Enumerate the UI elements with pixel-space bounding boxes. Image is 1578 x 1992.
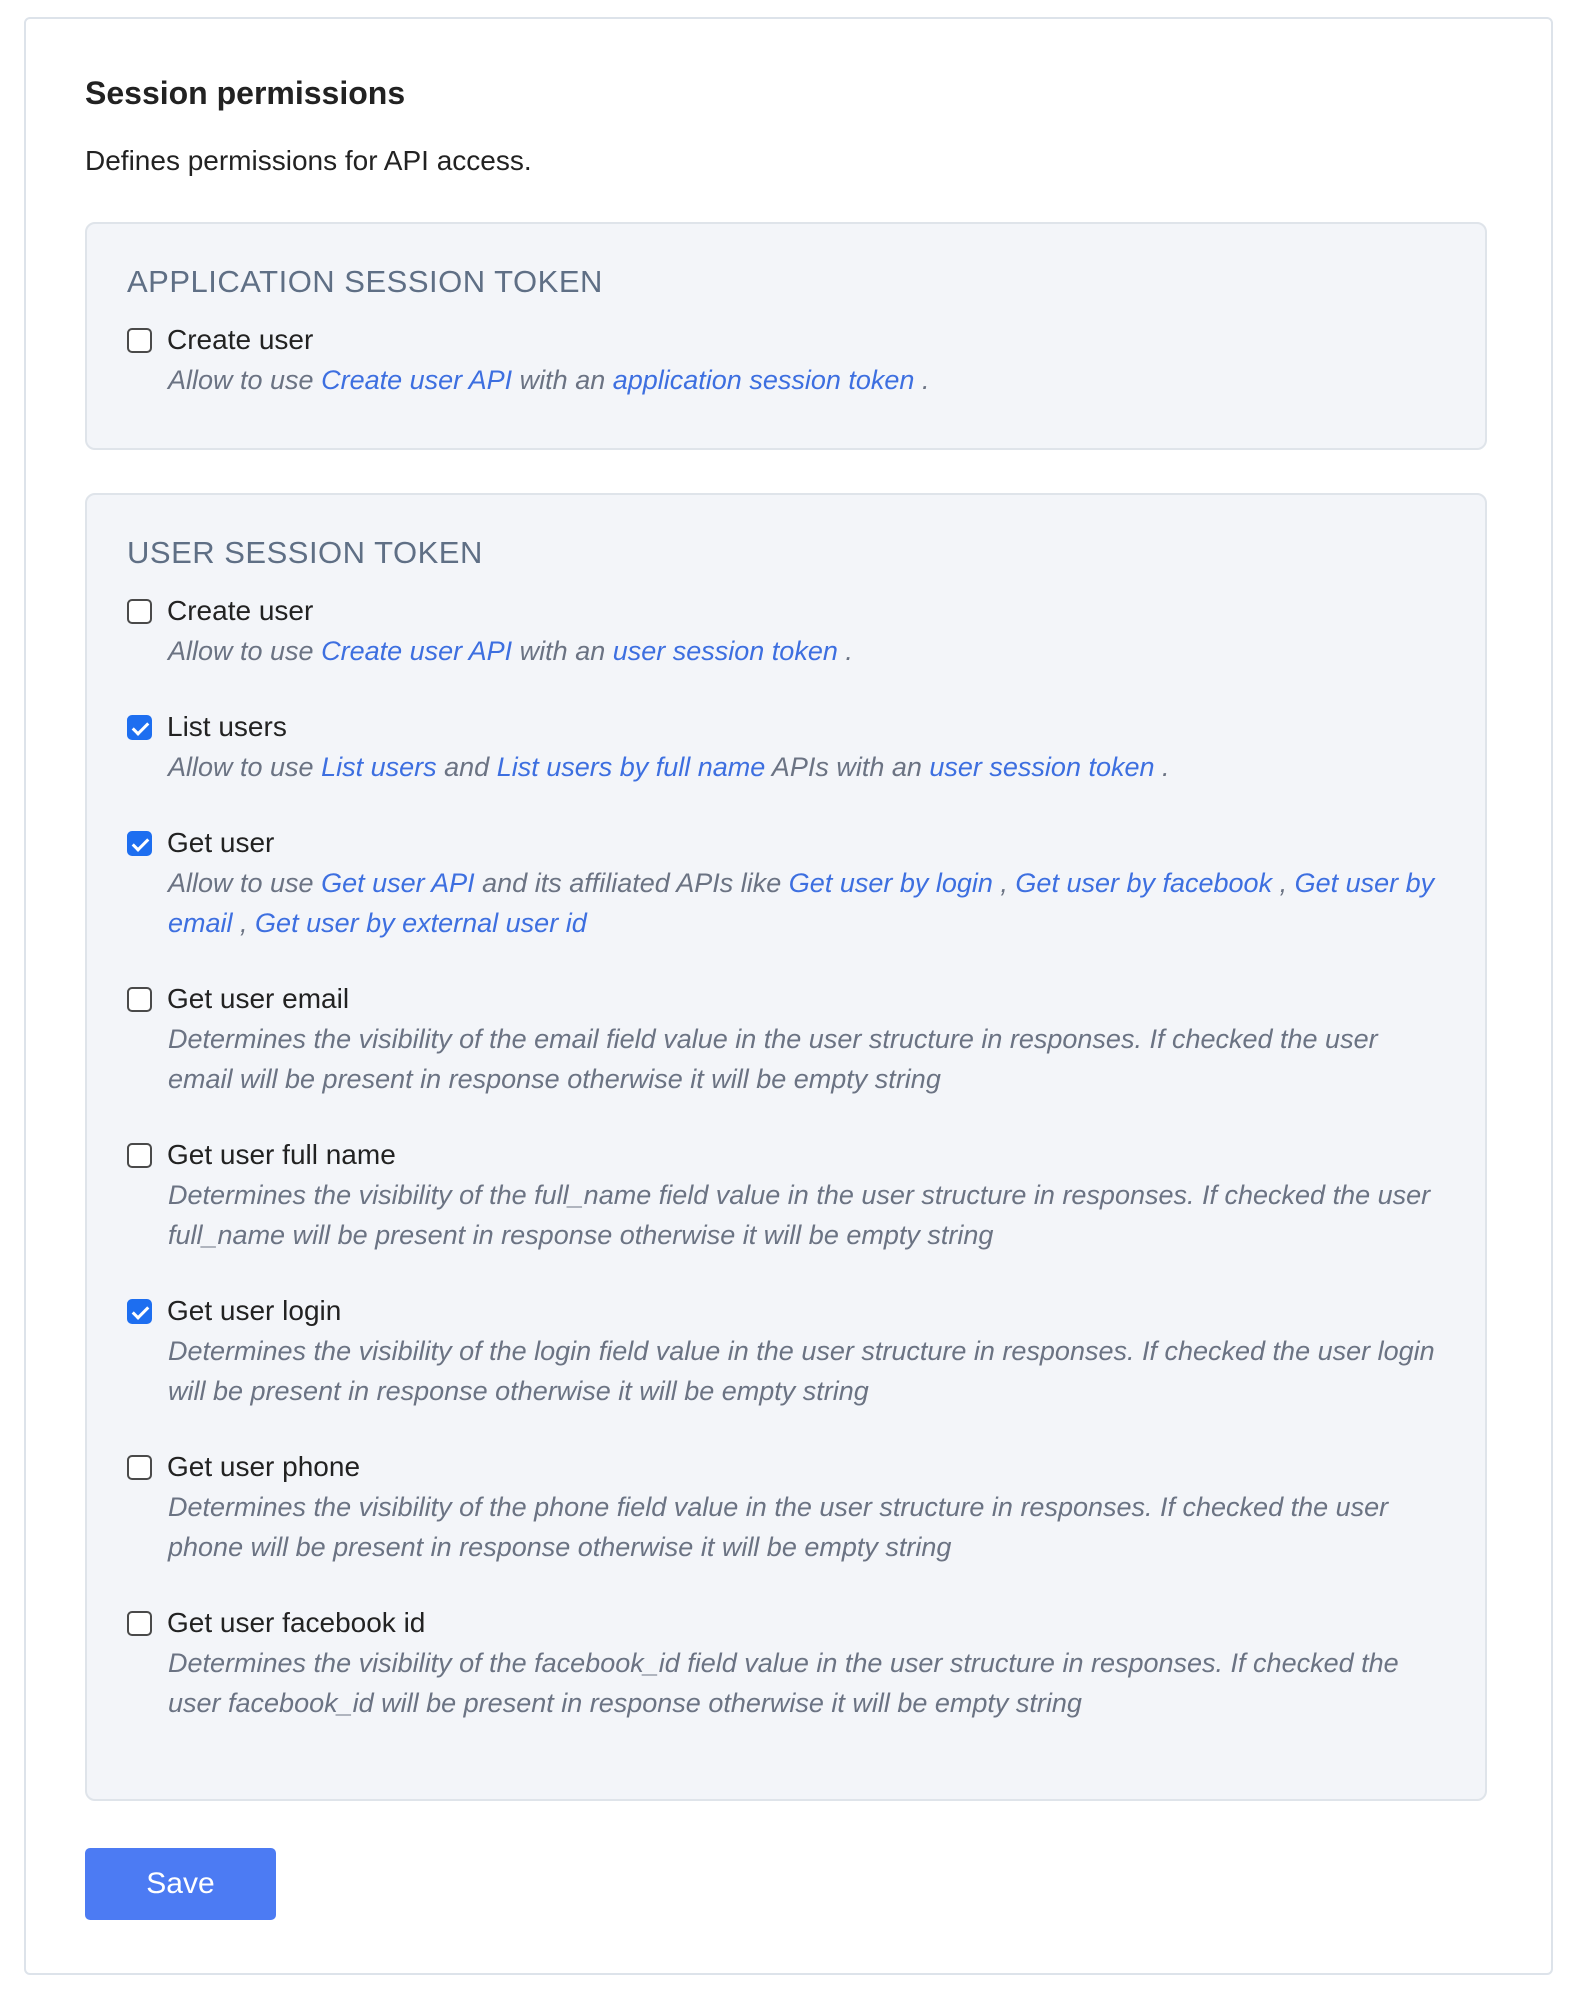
- option-label: Get user full name: [167, 1139, 396, 1170]
- get-user-full-name-checkbox[interactable]: [127, 1143, 152, 1168]
- option-description: Determines the visibility of the login field value in the user structure in responses. If checked the user login will be present in response otherwise it will be empty string: [168, 1336, 1435, 1406]
- get-user-by-facebook-link[interactable]: Get user by facebook: [1015, 868, 1273, 898]
- desc-text: .: [914, 365, 930, 395]
- desc-text: ,: [1272, 868, 1295, 898]
- create-user-api-link[interactable]: Create user API: [321, 365, 513, 395]
- session-permissions-card: [24, 17, 1553, 1975]
- get-user-login-checkbox[interactable]: [127, 1299, 152, 1324]
- user-session-token-link[interactable]: user session token: [929, 752, 1155, 782]
- option-description: Determines the visibility of the full_name field value in the user structure in responses. If checked the user full_name will be present in response otherwise it will be empty string: [168, 1180, 1431, 1250]
- list-users-option: [127, 707, 1447, 787]
- desc-text: with an: [512, 365, 613, 395]
- get-user-api-link[interactable]: Get user API: [321, 868, 475, 898]
- list-users-checkbox[interactable]: [127, 715, 152, 740]
- get-user-toggle[interactable]: [127, 823, 1447, 863]
- user-create-user-option: [127, 591, 1447, 671]
- get-user-option: [127, 823, 1447, 943]
- option-description: [168, 360, 1447, 400]
- desc-text: Allow to use: [168, 365, 322, 395]
- desc-text: .: [1154, 752, 1170, 782]
- app-create-user-toggle[interactable]: [127, 320, 1447, 360]
- page-title: Session permissions: [85, 75, 406, 111]
- get-user-phone-option: [127, 1447, 1447, 1567]
- desc-text: with an: [512, 636, 613, 666]
- get-user-facebook-id-checkbox[interactable]: [127, 1611, 152, 1636]
- section-title: APPLICATION SESSION TOKEN: [127, 264, 603, 299]
- option-description: Determines the visibility of the phone field value in the user structure in responses. If checked the user phone will be present in response otherwise it will be empty string: [168, 1492, 1389, 1562]
- app-create-user-checkbox[interactable]: [127, 328, 152, 353]
- user-create-user-toggle[interactable]: [127, 591, 1447, 631]
- list-users-toggle[interactable]: [127, 707, 1447, 747]
- option-label: Get user email: [167, 983, 350, 1014]
- application-session-token-link[interactable]: application session token: [612, 365, 915, 395]
- get-user-facebook-id-option: [127, 1603, 1447, 1723]
- section-title: USER SESSION TOKEN: [127, 535, 483, 570]
- save-button[interactable]: Save: [85, 1848, 276, 1920]
- get-user-full-name-toggle[interactable]: [127, 1135, 1447, 1175]
- get-user-checkbox[interactable]: [127, 831, 152, 856]
- user-session-token-link[interactable]: user session token: [612, 636, 838, 666]
- get-user-login-option: [127, 1291, 1447, 1411]
- option-label: Get user phone: [167, 1451, 361, 1482]
- option-description: [168, 747, 1447, 787]
- option-label: Create user: [167, 324, 314, 355]
- get-user-full-name-option: [127, 1135, 1447, 1255]
- get-user-phone-toggle[interactable]: [127, 1447, 1447, 1487]
- desc-text: Allow to use: [168, 636, 322, 666]
- option-label: Get user facebook id: [167, 1607, 426, 1638]
- option-description: Determines the visibility of the facebook_id field value in the user structure in responses. If checked the user facebook_id will be present in response otherwise it will be empty string: [168, 1648, 1399, 1718]
- option-label: Get user: [167, 827, 275, 858]
- desc-text: and: [436, 752, 497, 782]
- application-session-token-section: [85, 222, 1487, 450]
- desc-text: ,: [232, 908, 256, 938]
- page-description: Defines permissions for API access.: [85, 145, 532, 176]
- get-user-facebook-id-toggle[interactable]: [127, 1603, 1447, 1643]
- get-user-login-toggle[interactable]: [127, 1291, 1447, 1331]
- desc-text: Allow to use: [168, 752, 322, 782]
- option-description: Determines the visibility of the email field value in the user structure in responses. If checked the user email will be present in response otherwise it will be empty string: [168, 1024, 1378, 1094]
- user-session-token-section: [85, 493, 1487, 1801]
- get-user-email-option: [127, 979, 1447, 1099]
- option-description: [168, 631, 1447, 671]
- create-user-api-link[interactable]: Create user API: [321, 636, 513, 666]
- desc-text: ,: [992, 868, 1016, 898]
- get-user-email-toggle[interactable]: [127, 979, 1447, 1019]
- get-user-by-email-link[interactable]: Get user by email: [168, 868, 1435, 938]
- app-create-user-option: [127, 320, 1447, 400]
- list-users-link[interactable]: List users: [321, 752, 437, 782]
- desc-text: .: [837, 636, 853, 666]
- option-label: Get user login: [167, 1295, 342, 1326]
- option-description: [168, 863, 1447, 943]
- get-user-email-checkbox[interactable]: [127, 987, 152, 1012]
- get-user-phone-checkbox[interactable]: [127, 1455, 152, 1480]
- get-user-by-external-user-id-link[interactable]: Get user by external user id: [255, 908, 587, 938]
- option-label: Create user: [167, 595, 314, 626]
- option-label: List users: [167, 711, 287, 742]
- list-users-by-full-name-link[interactable]: List users by full name: [496, 752, 766, 782]
- desc-text: Allow to use: [168, 868, 322, 898]
- desc-text: and its affiliated APIs like: [474, 868, 789, 898]
- user-create-user-checkbox[interactable]: [127, 599, 152, 624]
- get-user-by-login-link[interactable]: Get user by login: [788, 868, 993, 898]
- desc-text: APIs with an: [765, 752, 930, 782]
